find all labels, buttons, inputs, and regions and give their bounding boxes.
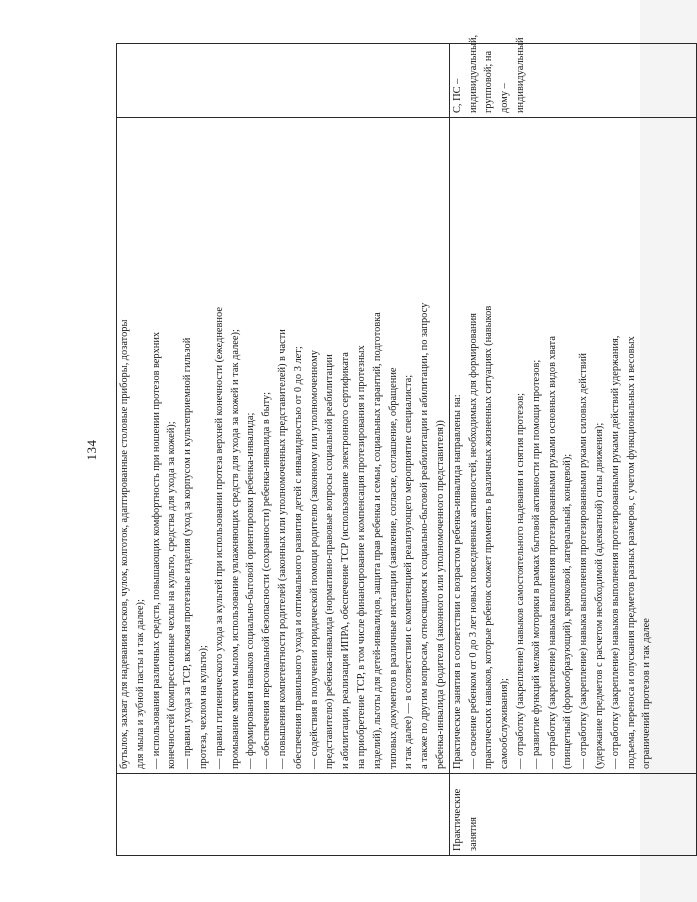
content-line: — формирования навыков социально-бытовой ориентировки ребенка-инвалида; <box>245 412 257 769</box>
content-line: обеспечения правильного ухода и оптимального развития детей с инвалидностью от 0 до 3 лет; <box>292 346 304 769</box>
delivery-form-cell: С, ПС – индивидуальный, групповой; на дому – индивидуальный <box>449 44 696 118</box>
content-line: — содействия в получении юридической помощи родителю (законному или уполномоченному <box>308 350 320 769</box>
content-line: и абилитации, реализация ИПРА, обеспечение ТСР (использование электронного сертификата <box>340 352 352 769</box>
content-line: ограничений протезов и так далее <box>641 618 653 769</box>
content-line: — обеспечения персональной безопасности (сохранности) ребенка-инвалида в быту; <box>261 392 273 769</box>
content-line: — правил гигиенического ухода за культей при использовании протеза верхней конечности (ежедневное <box>213 307 225 769</box>
content-line: представителю) ребенка-инвалида (нормативно-правовые вопросы социальной реабилитации <box>324 354 336 769</box>
content-line: — развитие функций мелкой моторики в рамках бытовой активности при помощи протезов; <box>530 359 542 769</box>
content-line: а также по другим вопросам, относящимся к социально-бытовой реабилитации и абилитации, по запросу <box>419 302 431 769</box>
program-table <box>116 34 697 856</box>
activity-content-cell <box>449 118 696 774</box>
table-row <box>117 44 450 856</box>
content-line: для мыла и зубной пасты и так далее); <box>134 599 146 769</box>
content-line: (пинцетный (формообразующий), крючковой, латеральный, концевой); <box>562 453 574 769</box>
content-line: и так далее) — в соответствии с компетенцией реализующего мероприятие специалиста; <box>403 374 415 769</box>
activity-type-cell <box>117 774 450 856</box>
content-line: Практические занятия в соответствии с возрастом ребенка-инвалида направлены на: <box>451 394 463 769</box>
content-line: подъема, переноса и опускания предметов разных размеров, с учетом функциональных и весовых <box>625 336 637 769</box>
content-line: ребенка-инвалида (родителя (законного или уполномоченного представителя)) <box>434 420 446 769</box>
content-line: — отработку (закрепление) навыков выполнения протезированными руками действий удержания, <box>609 335 621 769</box>
content-line: (удержание предметов с расчетом необходимой (адекватной) силы движения); <box>593 422 605 769</box>
content-line: протеза, чехлом на культю); <box>197 645 209 769</box>
activity-type-cell: Практические занятия <box>449 774 696 856</box>
content-line: — отработку (закрепление) навыка выполнения протезированными руками основных видов хвата <box>546 336 558 769</box>
content-line: — использования различных средств, повышающих комфортность при ношении протезов верхних <box>150 331 162 769</box>
content-line: промывание мягким мылом, использование увлажняющих средств для ухода за кожей и так далее); <box>229 329 241 769</box>
content-line: изделий), льготы для детей-инвалидов, защита прав ребенка и семьи, социальных гарантий, подготовка <box>371 312 383 769</box>
content-line: — отработку (закрепление) навыков самостоятельного надевания и снятия протезов; <box>514 392 526 769</box>
content-line: — освоение ребенком от 0 до 3 лет новых повседневных активностей, необходимых для формирования <box>467 313 479 769</box>
content-line: типовых документов в различные инстанции (заявление, согласие, соглашение, обращение <box>387 367 399 769</box>
delivery-form-cell <box>117 44 450 118</box>
content-line: на приобретение ТСР, в том числе финансирование и компенсация протезирования и протезных <box>355 345 367 769</box>
page-number: 134 <box>84 439 99 461</box>
content-line: — повышения компетентности родителей (законных или уполномоченных представителей) в части <box>276 329 288 769</box>
content-line: — отработку (закрепление) навыка выполнения протезированными руками силовых действий <box>578 353 590 769</box>
content-line: конечностей (компрессионные чехлы на культю, средства для ухода за кожей); <box>166 421 178 769</box>
content-line: — правил ухода за ТСР, включая протезные изделия (уход за корпусом и культеприемной гильзой <box>182 337 194 769</box>
content-line: самообслуживания); <box>499 678 511 769</box>
rotated-content <box>76 34 653 856</box>
content-line: практических навыков, которые ребенок сможет применять в различных жизненных ситуациях (навыков <box>483 305 495 769</box>
activity-content-cell <box>117 118 450 774</box>
content-line: бутылок, захват для надевания носков, чулок, колготок, адаптированные столовые приборы, дозаторы <box>119 319 130 769</box>
page-content <box>76 34 653 856</box>
table-row <box>449 44 696 856</box>
